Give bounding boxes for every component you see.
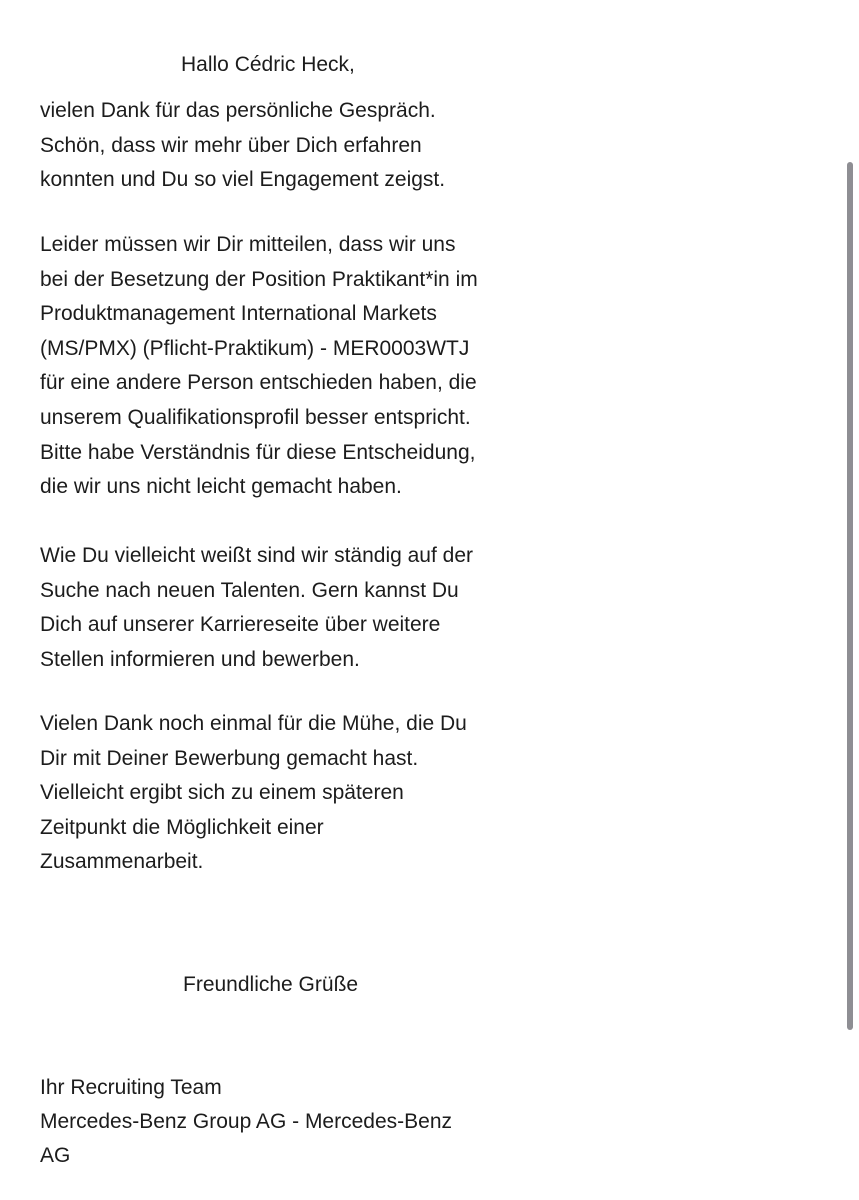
signature	[40, 1071, 520, 1173]
text-line: Dich auf unserer Karriereseite über weitere	[40, 613, 441, 637]
text-line: Stellen informieren und bewerben.	[40, 647, 360, 671]
text-line: Vielleicht ergibt sich zu einem späteren	[40, 781, 404, 805]
signature-line: AG	[40, 1144, 71, 1167]
text-line: Produktmanagement International Markets	[40, 302, 437, 326]
scrollbar-thumb[interactable]	[847, 162, 853, 1030]
text-line: (MS/PMX) (Pflicht-Praktikum) - MER0003WTJ	[40, 336, 470, 360]
text-line: Vielen Dank noch einmal für die Mühe, die Du	[40, 712, 467, 735]
text-line: die wir uns nicht leicht gemacht haben.	[40, 475, 402, 499]
paragraph-rejection	[40, 228, 530, 505]
text-line: Bitte habe Verständnis für diese Entscheidung,	[40, 440, 476, 464]
signature-line: Ihr Recruiting Team	[40, 1076, 222, 1099]
text-line: Zusammenarbeit.	[40, 850, 204, 874]
vertical-scrollbar[interactable]	[847, 150, 855, 1040]
signature-line: Mercedes-Benz Group AG - Mercedes-Benz	[40, 1110, 453, 1133]
text-line: Suche nach neuen Talenten. Gern kannst Du	[40, 578, 459, 602]
paragraph-talents	[40, 539, 530, 677]
text-line: konnten und Du so viel Engagement zeigst.	[40, 168, 446, 192]
text-line: Schön, dass wir mehr über Dich erfahren	[40, 133, 422, 157]
text-line: Wie Du vielleicht weißt sind wir ständig auf der	[40, 544, 474, 567]
text-line: bei der Besetzung der Position Praktikant*in im	[40, 267, 478, 291]
text-line: vielen Dank für das persönliche Gespräch.	[40, 99, 436, 122]
text-line: für eine andere Person entschieden haben, die	[40, 371, 477, 395]
text-line: unserem Qualifikationsprofil besser entspricht.	[40, 405, 471, 429]
paragraph-thanks	[40, 94, 530, 198]
greeting: Hallo Cédric Heck,	[181, 53, 355, 76]
text-line: Zeitpunkt die Möglichkeit einer	[40, 815, 324, 839]
text-line: Leider müssen wir Dir mitteilen, dass wir uns	[40, 233, 456, 256]
closing-salutation: Freundliche Grüße	[183, 973, 359, 996]
paragraph-closing-thanks	[40, 707, 530, 880]
text-line: Dir mit Deiner Bewerbung gemacht hast.	[40, 746, 419, 770]
